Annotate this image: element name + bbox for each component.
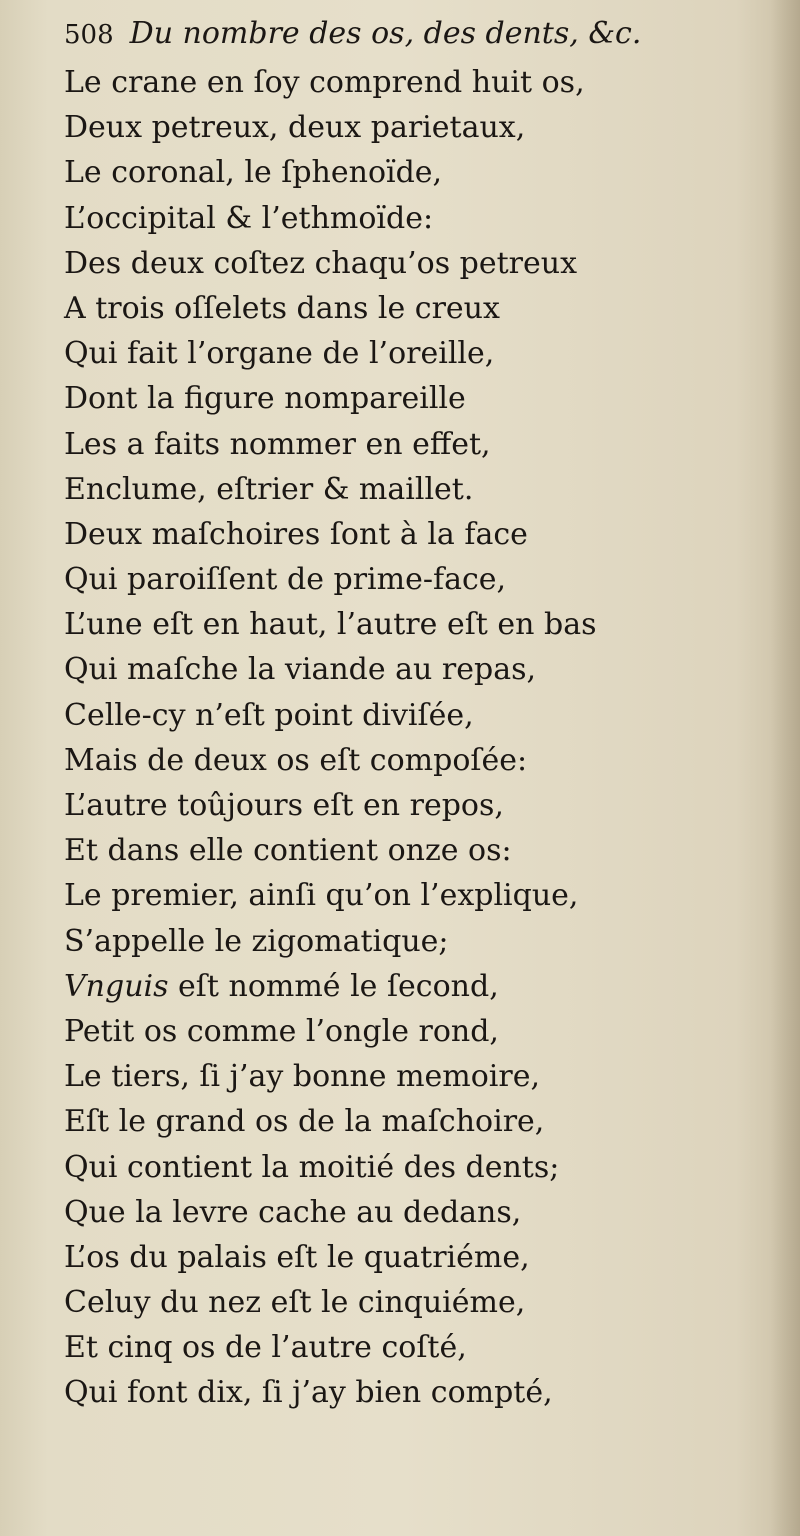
verse-line: Deux maſchoires ſont à la face	[64, 516, 528, 552]
verse-line: Eſt le grand os de la maſchoire,	[64, 1104, 545, 1140]
poem-verse	[64, 60, 754, 1416]
verse-line: Celuy du nez eſt le cinquiéme,	[64, 1285, 526, 1321]
verse-line: L’une eſt en haut, l’autre eſt en bas	[64, 607, 597, 643]
verse-line: Les a faits nommer en effet,	[64, 426, 491, 462]
verse-line: L’autre toûjours eſt en repos,	[64, 788, 504, 823]
verse-line: Le tiers, ſi j’ay bonne memoire,	[64, 1059, 541, 1095]
verse-line: Vnguis eſt nommé le ſecond,	[64, 968, 499, 1004]
page-edge-shadow	[770, 0, 800, 1536]
verse-line: Qui paroiſſent de prime-face,	[64, 562, 507, 598]
verse-line: Le coronal, le ſphenoïde,	[64, 155, 443, 191]
verse-line: Petit os comme l’ongle rond,	[64, 1013, 499, 1049]
verse-line: Et dans elle contient onze os:	[64, 833, 512, 869]
verse-line: Qui font dix, ſi j’ay bien compté,	[64, 1375, 553, 1411]
verse-line: L’occipital & l’ethmoïde:	[64, 200, 434, 236]
verse-line: Des deux coſtez chaqu’os petreux	[64, 245, 578, 281]
page-header	[64, 16, 744, 60]
verse-line: A trois oſſelets dans le creux	[64, 290, 500, 326]
verse-line: Le premier, ainſi qu’on l’explique,	[64, 878, 579, 914]
verse-line: Et cinq os de l’autre coſté,	[64, 1330, 467, 1366]
verse-line: Que la levre cache au dedans,	[64, 1194, 522, 1230]
verse-line: Celle-cy n’eſt point diviſée,	[64, 697, 474, 733]
verse-line: Qui maſche la viande au repas,	[64, 652, 537, 688]
verse-line: L’os du palais eſt le quatriéme,	[64, 1239, 530, 1275]
verse-line: Qui fait l’organe de l’oreille,	[64, 336, 495, 372]
verse-line: Enclume, eſtrier & maillet.	[64, 471, 474, 507]
verse-line: Mais de deux os eſt compoſée:	[64, 742, 528, 778]
verse-line: Deux petreux, deux parietaux,	[64, 110, 526, 146]
verse-line: Qui contient la moitié des dents;	[64, 1149, 560, 1185]
verse-line: Dont la figure nompareille	[64, 381, 466, 417]
page-number: 508	[64, 20, 114, 50]
verse-line: Le crane en ſoy comprend huit os,	[64, 65, 585, 100]
verse-line: S’appelle le zigomatique;	[64, 923, 449, 959]
running-title: Du nombre des os, des dents, &c.	[129, 16, 642, 51]
italic-latin-word: Vnguis	[64, 968, 169, 1004]
